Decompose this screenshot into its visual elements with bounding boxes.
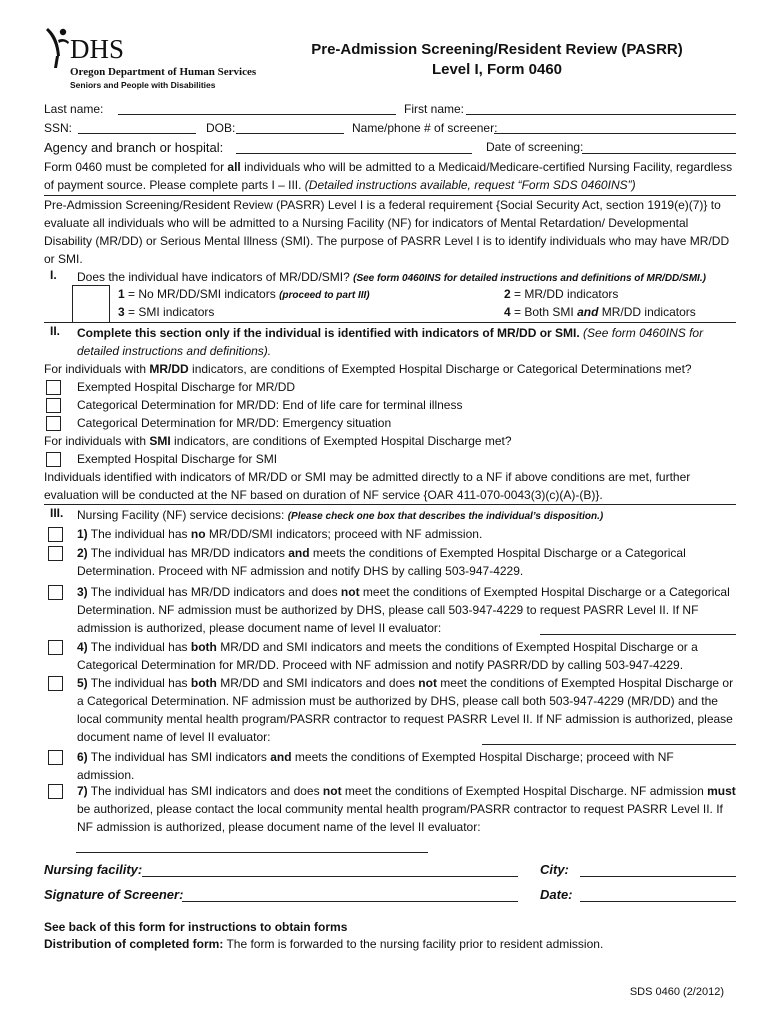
smi-q-a: For individuals with: [44, 434, 150, 448]
agency-field[interactable]: [236, 153, 472, 154]
option-1-note: (proceed to part III): [279, 290, 370, 301]
form-title: [262, 40, 732, 80]
d1-b: no: [190, 527, 206, 541]
d6-b: and: [270, 750, 292, 764]
ssn-field[interactable]: [78, 133, 196, 134]
evaluator-3-field[interactable]: [540, 634, 736, 635]
d7-num: 7): [77, 784, 88, 798]
option-2-text: = MR/DD indicators: [510, 287, 619, 301]
signature-field[interactable]: [182, 901, 518, 902]
option-1-num: 1: [118, 287, 125, 301]
section-1-question-text: Does the individual have indicators of MR/DD/SMI?: [77, 270, 354, 284]
option-4-text-c: MR/DD indicators: [598, 305, 696, 319]
mrdd-q-c: indicators, are conditions of Exempted Hospital Discharge or Categorical Determinations met?: [188, 362, 692, 376]
mrdd-item-3-checkbox[interactable]: [46, 416, 61, 431]
division-name: Seniors and People with Disabilities: [70, 80, 216, 90]
option-3-text: = SMI indicators: [124, 305, 215, 319]
d7-a: The individual has SMI indicators and does: [87, 784, 323, 798]
d1-a: The individual has: [87, 527, 191, 541]
intro-text-all: all: [227, 160, 241, 174]
section-1-answer-box[interactable]: [72, 285, 110, 323]
d7-d: must: [707, 784, 736, 798]
disposition-5-text: [77, 674, 737, 746]
first-name-label: First name:: [404, 102, 465, 116]
intro-paragraph-2: Pre-Admission Screening/Resident Review (PASRR) Level I is a federal requirement {Social Security Act, section 1919(e)(7)} to evaluate all individuals who will be admitted to a Nursing Facility (NF) for indicators of Mental Retardation/ Developmental Disability (MR/DD) or Serious Mental Illness (SMI). The purpose of PASRR Level I is to identify individuals who may have MR/DD or SMI.: [44, 198, 730, 266]
section-3-heading-note: (Please check one box that describes the individual’s disposition.): [287, 511, 604, 522]
option-1-text: = No MR/DD/SMI indicators: [124, 287, 280, 301]
logo-text: DHS: [70, 34, 125, 64]
disposition-6-checkbox[interactable]: [48, 750, 63, 765]
d5-c: MR/DD and SMI indicators and does: [216, 676, 419, 690]
section-1-question: [77, 268, 737, 288]
section-1-numeral: I.: [50, 268, 57, 282]
d2-c: meets the conditions of Exempted Hospital Discharge or a Categorical Determination. Proceed with NF admission and notify DHS by calling 503-947-4229.: [77, 546, 686, 578]
d6-num: 6): [77, 750, 88, 764]
evaluator-5-field[interactable]: [482, 744, 736, 745]
option-4-text-a: = Both SMI: [510, 305, 578, 319]
dob-field[interactable]: [236, 133, 344, 134]
disposition-1-text: [77, 525, 737, 543]
distribution-label: Distribution of completed form:: [44, 937, 224, 951]
d7-c: meet the conditions of Exempted Hospital Discharge. NF admission: [341, 784, 708, 798]
mrdd-item-2-checkbox[interactable]: [46, 398, 61, 413]
smi-question: [44, 432, 734, 450]
d5-b: both: [190, 676, 217, 690]
nursing-facility-label: Nursing facility:: [44, 862, 143, 877]
d4-b: both: [190, 640, 217, 654]
agency-name: Oregon Department of Human Services: [70, 66, 257, 78]
disposition-2-text: [77, 544, 737, 580]
first-name-field[interactable]: [466, 114, 736, 115]
d4-c: MR/DD and SMI indicators and meets the conditions of Exempted Hospital Discharge or a Categorical Determination for MR/DD. Proceed with NF admission and notify PASRR/DD by calling 503-947-4229.: [77, 640, 698, 672]
disposition-4-text: [77, 638, 737, 674]
disposition-1-checkbox[interactable]: [48, 527, 63, 542]
d3-c: meet the conditions of Exempted Hospital Discharge or a Categorical Determination. NF admission must be authorized by DHS, please call 503-947-4229 to request PASRR Level II. If NF admission is authorized, please document name of level II evaluator:: [77, 585, 730, 635]
d1-c: MR/DD/SMI indicators; proceed with NF admission.: [205, 527, 483, 541]
signature-label: Signature of Screener:: [44, 887, 184, 902]
d2-num: 2): [77, 546, 88, 560]
d2-b: and: [288, 546, 310, 560]
option-3-num: 3: [118, 305, 125, 319]
smi-item-checkbox[interactable]: [46, 452, 61, 467]
d3-b: not: [340, 585, 360, 599]
disposition-7-text: [77, 782, 737, 836]
dhs-logo: [44, 26, 259, 92]
agency-label: Agency and branch or hospital:: [44, 140, 224, 155]
option-1: [118, 287, 370, 301]
d3-num: 3): [77, 585, 88, 599]
intro-text-a: Form 0460 must be completed for: [44, 160, 228, 174]
mrdd-item-3-label: Categorical Determination for MR/DD: Emergency situation: [77, 416, 392, 430]
title-line-2: Level I, Form 0460: [431, 61, 563, 78]
smi-q-b: SMI: [149, 434, 171, 448]
date-screening-field[interactable]: [582, 153, 736, 154]
d3-a: The individual has MR/DD indicators and does: [87, 585, 341, 599]
screener-label: Name/phone # of screener:: [352, 121, 498, 135]
last-name-label: Last name:: [44, 102, 104, 116]
city-label: City:: [540, 862, 569, 877]
evaluator-7-field[interactable]: [76, 852, 428, 853]
mrdd-q-a: For individuals with: [44, 362, 150, 376]
section-3-heading-text: Nursing Facility (NF) service decisions:: [77, 508, 288, 522]
d6-a: The individual has SMI indicators: [87, 750, 271, 764]
mrdd-q-b: MR/DD: [149, 362, 189, 376]
divider: [44, 322, 736, 323]
section-3-numeral: III.: [50, 506, 64, 520]
disposition-3-text: [77, 583, 737, 637]
dob-label: DOB:: [206, 121, 236, 135]
d7-e: be authorized, please contact the local community mental health program/PASRR contractor to request PASRR Level II. If NF admission is authorized, please document name of the level II evaluator:: [77, 802, 723, 834]
d6-c: meets the conditions of Exempted Hospital Discharge; proceed with NF admission.: [77, 750, 674, 782]
divider: [44, 504, 736, 505]
title-line-1: Pre-Admission Screening/Resident Review (PASRR): [311, 41, 683, 58]
intro-text-c: individuals who will be admitted to a Medicaid/Medicare-certified Nursing Facility, regardless of payment source. Please complete parts I – III.: [44, 160, 733, 192]
d7-b: not: [322, 784, 342, 798]
smi-item-label: Exempted Hospital Discharge for SMI: [77, 452, 278, 466]
d5-num: 5): [77, 676, 88, 690]
mrdd-question: [44, 360, 734, 378]
d5-a: The individual has: [87, 676, 191, 690]
city-field[interactable]: [580, 876, 736, 877]
form-id: SDS 0460 (2/2012): [629, 986, 724, 998]
option-4-and: and: [577, 305, 599, 319]
distribution-note: [44, 937, 603, 951]
d5-d: not: [418, 676, 437, 690]
d4-a: The individual has: [87, 640, 191, 654]
d1-num: 1): [77, 527, 88, 541]
section-3-heading: [77, 506, 737, 526]
screener-field[interactable]: [494, 133, 736, 134]
option-4-num: 4: [504, 305, 511, 319]
d4-num: 4): [77, 640, 88, 654]
intro-paragraph-1: [44, 158, 734, 194]
d5-e: meet the conditions of Exempted Hospital Discharge or a Categorical Determination. NF admission must be authorized by DHS, please call both 503-947-4229 (MR/DD) and the local community mental health program/PASRR contractor to request PASRR Level II. If NF admission is authorized, please document name of level II evaluator:: [77, 676, 734, 744]
smi-q-c: indicators, are conditions of Exempted Hospital Discharge met?: [170, 434, 512, 448]
mrdd-item-1-label: Exempted Hospital Discharge for MR/DD: [77, 380, 296, 394]
option-2-num: 2: [504, 287, 511, 301]
section-2-closing: Individuals identified with indicators of MR/DD or SMI may be admitted directly to a NF if above conditions are met, further evaluation will be conducted at the NF based on duration of NF service {OAR 411-070-0043(3)(c)(A)-(B)}.: [44, 470, 691, 502]
disposition-5-checkbox[interactable]: [48, 676, 63, 691]
nursing-facility-field[interactable]: [142, 876, 518, 877]
disposition-3-checkbox[interactable]: [48, 585, 63, 600]
mrdd-item-2-label: Categorical Determination for MR/DD: End of life care for terminal illness: [77, 398, 463, 412]
section-2-heading: [77, 324, 737, 360]
disposition-6-text: [77, 748, 677, 784]
option-4: [504, 305, 696, 319]
see-back-note: See back of this form for instructions to obtain forms: [44, 920, 348, 934]
date-label: Date:: [540, 887, 573, 902]
section-1-note: (See form 0460INS for detailed instructions and definitions of MR/DD/SMI.): [353, 273, 706, 284]
d2-a: The individual has MR/DD indicators: [87, 546, 289, 560]
disposition-2-checkbox[interactable]: [48, 546, 63, 561]
section-2-heading-note: (See form 0460INS for detailed instructions and definitions).: [77, 326, 704, 358]
section-2-numeral: II.: [50, 324, 61, 338]
date-screening-label: Date of screening:: [486, 140, 584, 154]
disposition-4-checkbox[interactable]: [48, 640, 63, 655]
mrdd-item-1-checkbox[interactable]: [46, 380, 61, 395]
ssn-label: SSN:: [44, 121, 73, 135]
disposition-7-checkbox[interactable]: [48, 784, 63, 799]
option-2: [504, 287, 618, 301]
last-name-field[interactable]: [118, 114, 396, 115]
section-2-heading-text: Complete this section only if the individual is identified with indicators of MR/DD or SMI.: [77, 326, 584, 340]
distribution-text: The form is forwarded to the nursing facility prior to resident admission.: [223, 937, 604, 951]
date-field[interactable]: [580, 901, 736, 902]
option-3: [118, 305, 214, 319]
intro-instructions-note: (Detailed instructions available, request “Form SDS 0460INS”): [304, 178, 636, 192]
